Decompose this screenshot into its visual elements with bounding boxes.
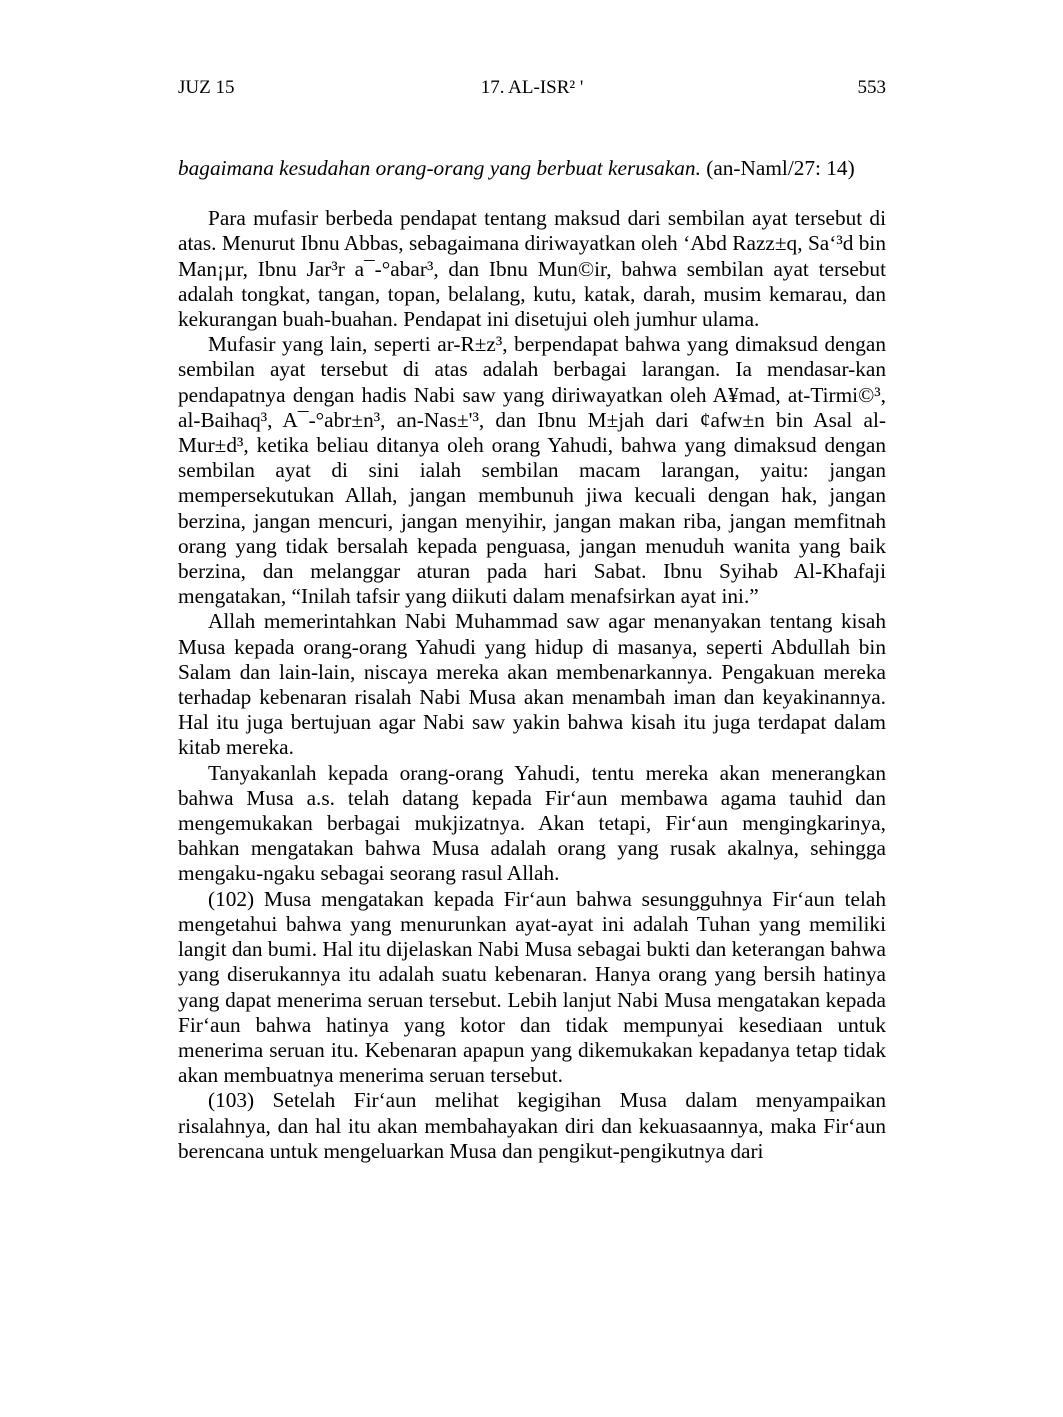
quote-paragraph (178, 156, 886, 181)
paragraph-nine-signs: Para mufasir berbeda pendapat tentang maksud dari sembilan ayat tersebut di atas. Menurut Ibnu Abbas, sebagaimana diriwayatkan oleh ‘Abd Razz±q, Sa‘³d bin Man¡µr, Ibnu Jar³r a¯-°abar³, dan Ibnu Mun©ir, bahwa sembilan ayat tersebut adalah tongkat, tangan, topan, belalang, kutu, katak, darah, musim kemarau, dan kekurangan buah-buahan. Pendapat ini disetujui oleh jumhur ulama. (178, 206, 886, 332)
running-header (178, 76, 886, 102)
page-number: 553 (857, 77, 886, 98)
paragraph-ask-jews: Allah memerintahkan Nabi Muhammad saw agar menanyakan tentang kisah Musa kepada orang-orang Yahudi yang hidup di masanya, seperti Abdullah bin Salam dan lain-lain, niscaya mereka akan membenarkannya. Pengakuan mereka terhadap kebenaran risalah Nabi Musa akan menambah iman dan keyakinannya. Hal itu juga bertujuan agar Nabi saw yakin bahwa kisah itu juga terdapat dalam kitab mereka. (178, 609, 886, 760)
paragraph-nine-prohibitions: Mufasir yang lain, seperti ar-R±z³, berpendapat bahwa yang dimaksud dengan sembilan ayat tersebut di atas adalah berbagai larangan. Ia mendasar-kan pendapatnya dengan hadis Nabi saw yang diriwayatkan oleh A¥mad, at-Tirmi©³, al-Baihaq³, A¯-°abr±n³, an-Nas±'³, dan Ibnu M±jah dari ¢afw±n bin Asal al-Mur±d³, ketika beliau ditanya oleh orang Yahudi, bahwa yang dimaksud dengan sembilan ayat di sini ialah sembilan macam larangan, yaitu: jangan mempersekutukan Allah, jangan membunuh jiwa kecuali dengan hak, jangan berzina, jangan mencuri, jangan menyihir, jangan makan riba, jangan memfitnah orang yang tidak bersalah kepada penguasa, jangan menuduh wanita yang baik berzina, dan melanggar aturan pada hari Sabat. Ibnu Syihab Al-Khafaji mengatakan, “Inilah tafsir yang diikuti dalam menafsirkan ayat ini.” (178, 332, 886, 609)
quote-italic-text: bagaimana kesudahan orang-orang yang berbuat kerusakan. (178, 156, 701, 180)
body-text (178, 156, 886, 1164)
paragraph-verse-103: (103) Setelah Fir‘aun melihat kegigihan Musa dalam menyampaikan risalahnya, dan hal itu akan membahayakan diri dan kekuasaannya, maka Fir‘aun berencana untuk mengeluarkan Musa dan pengikut-pengikutnya dari (178, 1088, 886, 1163)
paragraph-verse-102: (102) Musa mengatakan kepada Fir‘aun bahwa sesungguhnya Fir‘aun telah mengetahui bahwa yang menurunkan ayat-ayat ini adalah Tuhan yang memiliki langit dan bumi. Hal itu dijelaskan Nabi Musa sebagai bukti dan keterangan bahwa yang diserukannya itu adalah suatu kebenaran. Hanya orang yang bersih hatinya yang dapat menerima seruan tersebut. Lebih lanjut Nabi Musa mengatakan kepada Fir‘aun bahwa hatinya yang kotor dan tidak mempunyai kesediaan untuk menerima seruan itu. Kebenaran apapun yang dikemukakan kepadanya tetap tidak akan membuatnya menerima seruan tersebut. (178, 886, 886, 1088)
paragraph-pharaoh-denial: Tanyakanlah kepada orang-orang Yahudi, tentu mereka akan menerangkan bahwa Musa a.s. telah datang kepada Fir‘aun membawa agama tauhid dan mengemukakan berbagai mukjizatnya. Akan tetapi, Fir‘aun mengingkarinya, bahkan mengatakan bahwa Musa adalah orang yang rusak akalnya, sehingga mengaku-ngaku sebagai seorang rasul Allah. (178, 760, 886, 886)
quote-reference: (an-Naml/27: 14) (700, 156, 855, 180)
juz-label: JUZ 15 (178, 77, 235, 98)
surah-title: 17. AL-ISR² ' (480, 77, 584, 98)
